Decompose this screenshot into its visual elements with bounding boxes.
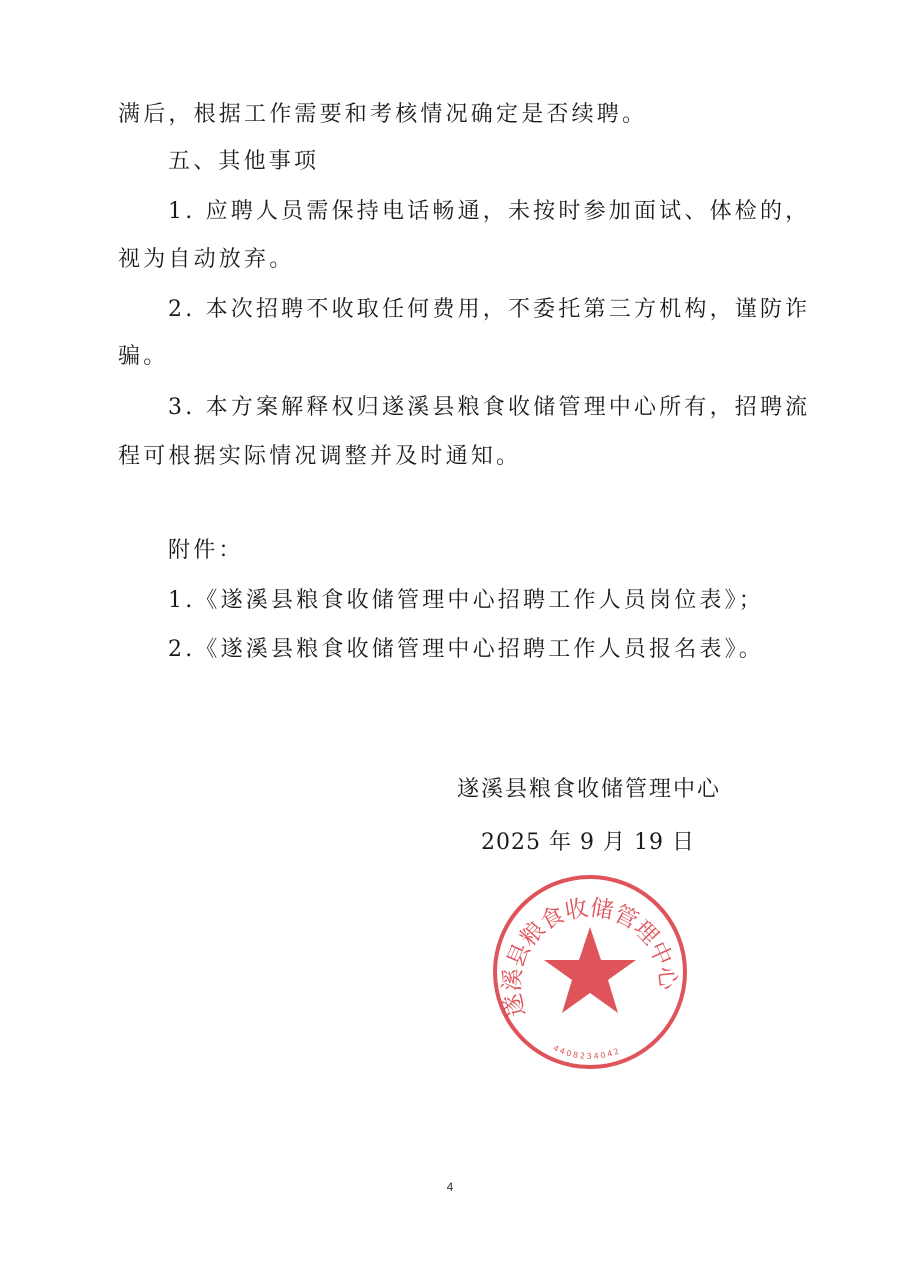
svg-text:4408234042 xyxy=(552,1043,622,1061)
item-3-line-2: 程可根据实际情况调整并及时通知。 xyxy=(118,444,522,469)
item-2-line-1: 2. 本次招聘不收取任何费用，不委托第三方机构，谨防诈 xyxy=(168,297,811,322)
seal-text: 遂溪县粮食收储管理中心 xyxy=(499,895,681,1020)
paragraph-continuation: 满后，根据工作需要和考核情况确定是否续聘。 xyxy=(118,102,648,127)
item-1-line-2: 视为自动放弃。 xyxy=(118,247,295,272)
attachment-item: 1.《遂溪县粮食收储管理中心招聘工作人员岗位表》； xyxy=(168,588,764,613)
seal-code: 4408234042 xyxy=(551,1043,623,1061)
star-icon xyxy=(544,927,636,1013)
official-seal xyxy=(490,872,690,1072)
item-3-line-1: 3. 本方案解释权归遂溪县粮食收储管理中心所有，招聘流 xyxy=(168,395,811,420)
section-heading: 五、其他事项 xyxy=(168,149,320,174)
signature-date: 2025 年 9 月 19 日 xyxy=(481,830,695,855)
item-1-line-1: 1. 应聘人员需保持电话畅通，未按时参加面试、体检的， xyxy=(168,199,811,224)
signature-org: 遂溪县粮食收储管理中心 xyxy=(457,777,722,802)
attachment-item: 2.《遂溪县粮食收储管理中心招聘工作人员报名表》。 xyxy=(168,637,764,662)
attachments-label: 附件： xyxy=(168,538,244,563)
page-number: 4 xyxy=(446,1180,454,1194)
item-2-line-2: 骗。 xyxy=(118,344,169,369)
